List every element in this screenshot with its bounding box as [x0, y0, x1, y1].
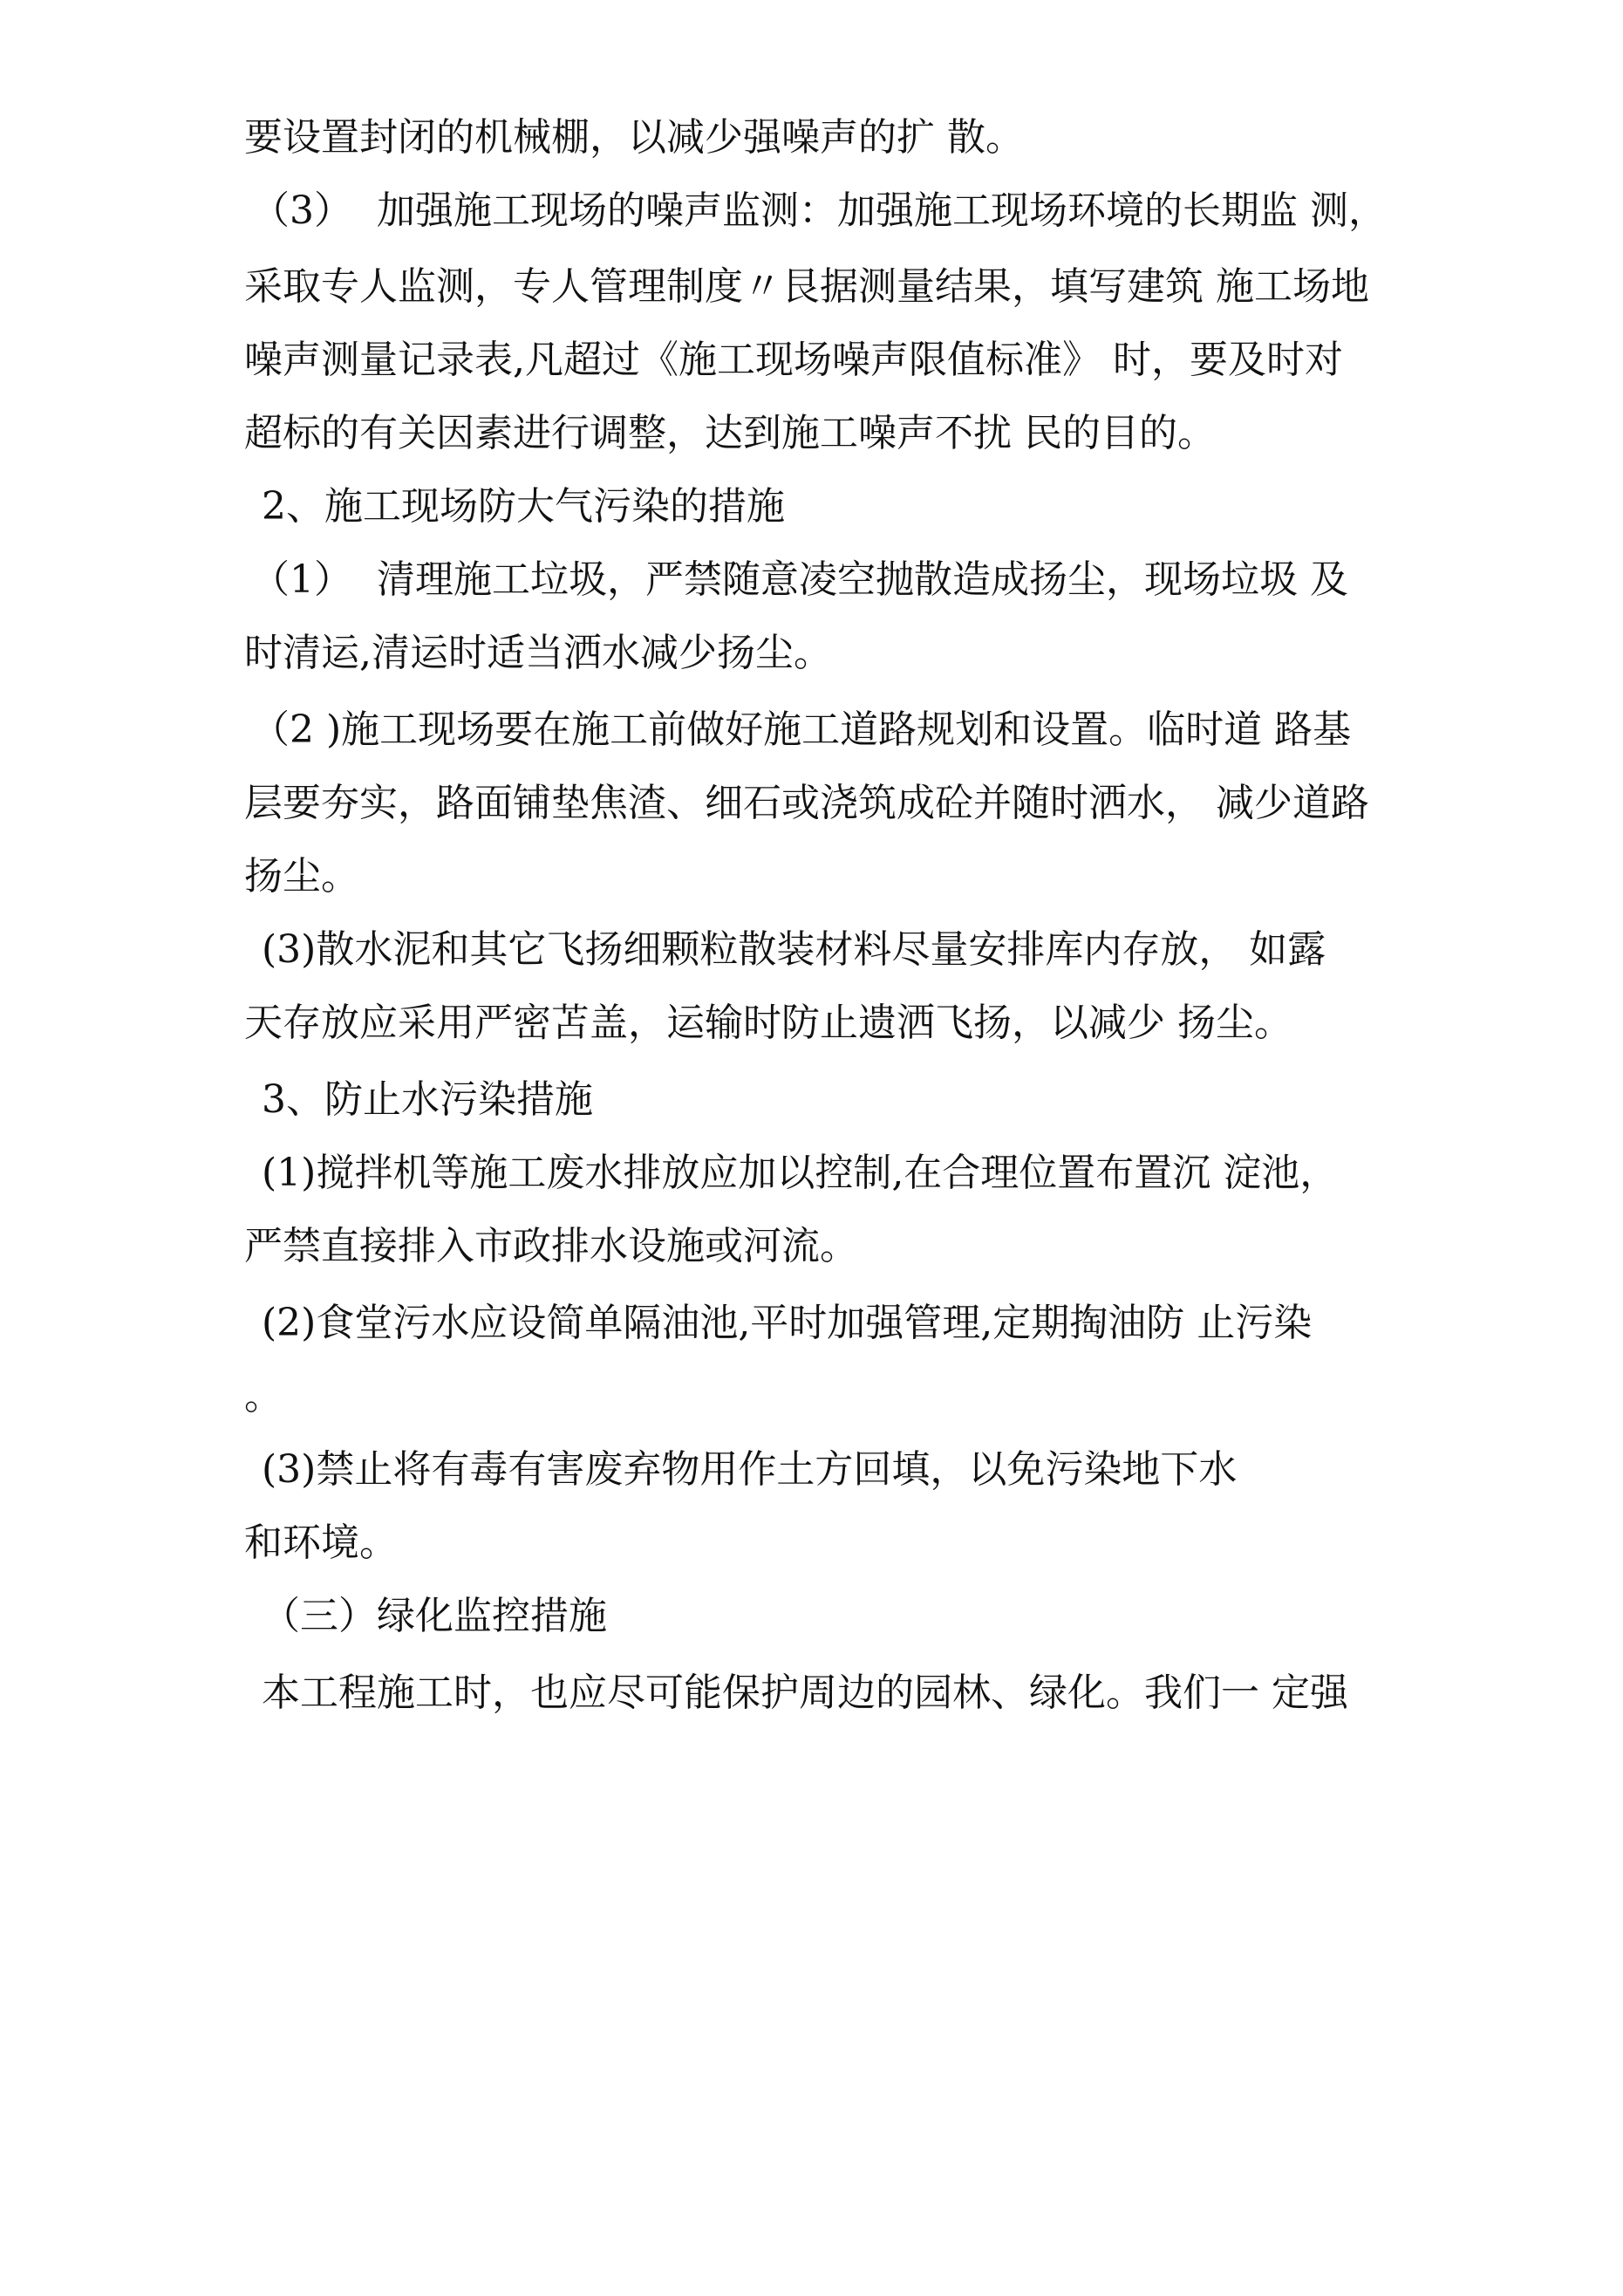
line-text: (3)禁止将有毒有害废弃物用作土方回填，以免污染地下水 [262, 1447, 1238, 1492]
paragraph-line [0, 176, 1623, 246]
line-text: （1） 清理施工垃圾，严禁随意凌空抛散造成扬尘，现场垃圾 及 [251, 557, 1348, 602]
line-text: 天存放应采用严密苫盖，运输时防止遗洒飞扬，以减少 扬尘。 [244, 1001, 1292, 1045]
paragraph-line [0, 1288, 1623, 1358]
line-text: 时清运,清运时适当洒水减少扬尘。 [244, 631, 832, 675]
paragraph-line [0, 1658, 1623, 1728]
paragraph-line [0, 1435, 1623, 1505]
paragraph-line [0, 1362, 1623, 1432]
paragraph-line [0, 399, 1623, 468]
line-text: （三）绿化监控措施 [262, 1594, 607, 1638]
paragraph-line [0, 545, 1623, 615]
paragraph-line [0, 1212, 1623, 1281]
line-text: 超标的有关因素进行调整，达到施工噪声不扰 民的目的。 [244, 411, 1216, 455]
paragraph-line [0, 618, 1623, 688]
line-text: 层要夯实，路面铺垫焦渣、细石或浇筑成砼并随时洒水， 减少道路 [244, 781, 1369, 825]
line-text: (1)搅拌机等施工废水排放应加以控制,在合理位置布置沉 淀池， [262, 1151, 1339, 1195]
line-text: 2、施工现场防大气污染的措施 [262, 484, 785, 529]
paragraph-line [0, 695, 1623, 765]
line-text: 严禁直接排入市政排水设施或河流。 [244, 1224, 858, 1268]
section-heading [0, 1065, 1623, 1135]
line-text: （3） 加强施工现场的噪声监测：加强施工现场环境的长期监 测， [251, 188, 1387, 233]
paragraph-line [0, 842, 1623, 912]
paragraph-line [0, 988, 1623, 1058]
paragraph-line [0, 252, 1623, 322]
paragraph-line [0, 769, 1623, 838]
line-text: 3、防止水污染措施 [262, 1077, 593, 1122]
line-text: 噪声测量记录表,凡超过《施工现场噪声限值标准》 时，要及时对 [244, 338, 1343, 382]
line-text: 和环境。 [244, 1520, 398, 1565]
line-text: 本工程施工时，也应尽可能保护周边的园林、绿化。我们一 定强 [262, 1671, 1348, 1715]
line-text: （2 )施工现场要在施工前做好施工道路规划和设置。临时道 路基 [251, 707, 1352, 752]
line-text: 要设置封闭的机械棚，以减少强噪声的扩 散。 [244, 115, 1024, 160]
section-heading [0, 1582, 1623, 1651]
line-text: 。 [244, 1374, 283, 1418]
paragraph-line [0, 325, 1623, 395]
paragraph-line [0, 915, 1623, 985]
paragraph-line [0, 103, 1623, 173]
line-text: (2)食堂污水应设简单隔油池,平时加强管理,定期掏油防 止污染 [262, 1301, 1313, 1345]
line-text: 扬尘。 [244, 854, 359, 899]
section-heading [0, 472, 1623, 542]
paragraph-line [0, 1508, 1623, 1578]
paragraph-line [0, 1138, 1623, 1208]
line-text: (3)散水泥和其它飞扬细颗粒散装材料尽量安排库内存放， 如露 [262, 927, 1326, 972]
line-text: 采取专人监测，专人管理制度〃艮据测量结果，填写建筑 施工场地 [244, 264, 1369, 309]
